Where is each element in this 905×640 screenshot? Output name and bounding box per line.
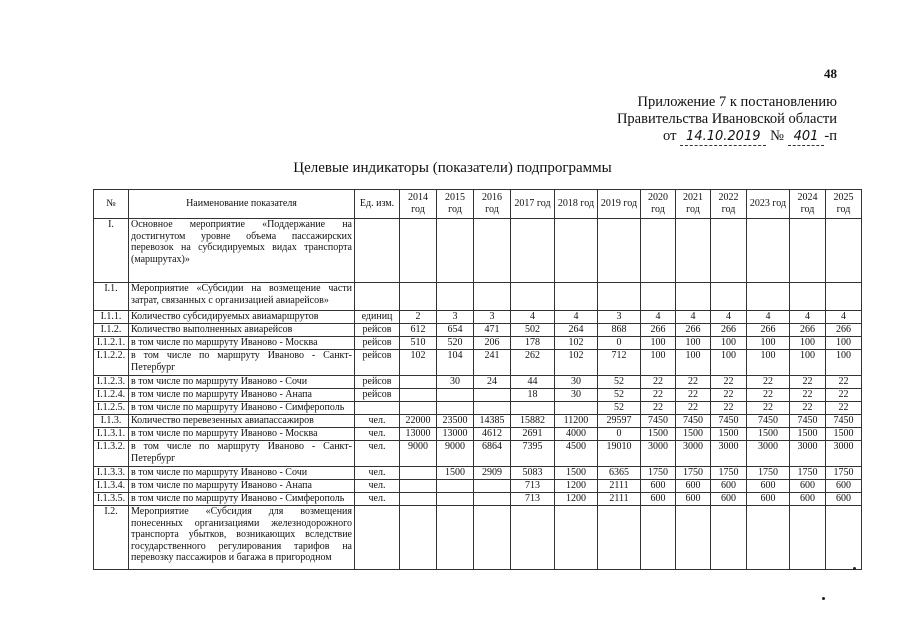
row-number: I.1.3.1. <box>94 428 129 441</box>
table-row <box>94 324 862 337</box>
year-value <box>826 219 862 283</box>
year-value: 654 <box>437 324 474 337</box>
year-value <box>400 402 437 415</box>
year-value <box>747 506 790 570</box>
year-value <box>400 376 437 389</box>
table-row <box>94 376 862 389</box>
year-value: 52 <box>598 389 641 402</box>
year-value: 206 <box>474 337 511 350</box>
year-value: 600 <box>747 493 790 506</box>
year-value: 7450 <box>641 415 676 428</box>
year-value <box>437 480 474 493</box>
handwritten-number: 401 <box>788 128 825 146</box>
year-value: 22 <box>711 376 747 389</box>
year-value: 29597 <box>598 415 641 428</box>
indicator-name: в том числе по маршруту Иваново - Сочи <box>129 376 355 389</box>
year-value: 4 <box>641 311 676 324</box>
year-value: 22 <box>826 402 862 415</box>
year-value: 44 <box>511 376 555 389</box>
year-value: 22 <box>676 389 711 402</box>
unit: рейсов <box>355 324 400 337</box>
header-year: 2016 год <box>474 190 511 219</box>
year-value: 600 <box>641 480 676 493</box>
page-number: 48 <box>824 66 837 81</box>
unit: чел. <box>355 441 400 467</box>
year-value: 9000 <box>400 441 437 467</box>
year-value: 7450 <box>711 415 747 428</box>
indicator-name: в том числе по маршруту Иваново - Симферополь <box>129 493 355 506</box>
year-value: 600 <box>826 480 862 493</box>
year-value: 2 <box>400 311 437 324</box>
row-number: I.2. <box>94 506 129 570</box>
appendix-line-1: Приложение 7 к постановлению <box>637 94 837 110</box>
year-value <box>400 506 437 570</box>
year-value: 102 <box>555 350 598 376</box>
indicator-name: Количество выполненных авиарейсов <box>129 324 355 337</box>
year-value: 100 <box>790 337 826 350</box>
year-value: 2111 <box>598 493 641 506</box>
year-value: 266 <box>676 324 711 337</box>
year-value: 1500 <box>826 428 862 441</box>
year-value: 14385 <box>474 415 511 428</box>
row-number: I.1.3. <box>94 415 129 428</box>
year-value: 3000 <box>747 441 790 467</box>
year-value: 502 <box>511 324 555 337</box>
row-number: I.1.3.2. <box>94 441 129 467</box>
row-number: I.1.2.4. <box>94 389 129 402</box>
year-value: 2111 <box>598 480 641 493</box>
year-value <box>826 283 862 311</box>
year-value: 104 <box>437 350 474 376</box>
indicators-table <box>93 189 862 570</box>
handwritten-date: 14.10.2019 <box>680 128 766 146</box>
year-value <box>641 283 676 311</box>
year-value: 1500 <box>711 428 747 441</box>
year-value: 22 <box>711 402 747 415</box>
appendix-line-2: Правительства Ивановской области <box>616 111 837 127</box>
year-value: 266 <box>747 324 790 337</box>
year-value <box>474 219 511 283</box>
table-row <box>94 350 862 376</box>
indicator-name: в том числе по маршруту Иваново - Анапа <box>129 480 355 493</box>
year-value: 22 <box>747 389 790 402</box>
year-value <box>474 506 511 570</box>
unit: чел. <box>355 480 400 493</box>
year-value <box>400 219 437 283</box>
year-value <box>474 493 511 506</box>
year-value: 30 <box>555 389 598 402</box>
row-number: I.1.2.5. <box>94 402 129 415</box>
year-value <box>437 283 474 311</box>
year-value: 241 <box>474 350 511 376</box>
year-value <box>711 506 747 570</box>
year-value: 7450 <box>676 415 711 428</box>
year-value: 4 <box>747 311 790 324</box>
year-value: 1500 <box>676 428 711 441</box>
year-value: 1500 <box>555 467 598 480</box>
year-value: 100 <box>676 350 711 376</box>
header-row <box>94 190 862 219</box>
year-value <box>555 402 598 415</box>
year-value: 600 <box>747 480 790 493</box>
year-value: 1750 <box>790 467 826 480</box>
year-value: 0 <box>598 337 641 350</box>
header-year: 2023 год <box>747 190 790 219</box>
year-value: 520 <box>437 337 474 350</box>
year-value: 600 <box>826 493 862 506</box>
document-title: Целевые индикаторы (показатели) подпрограммы <box>293 160 612 176</box>
year-value <box>747 283 790 311</box>
appendix-header <box>617 94 837 146</box>
year-value <box>437 506 474 570</box>
year-value: 3000 <box>711 441 747 467</box>
year-value: 5083 <box>511 467 555 480</box>
year-value: 6864 <box>474 441 511 467</box>
year-value: 4 <box>555 311 598 324</box>
row-number: I.1.2.1. <box>94 337 129 350</box>
year-value: 3000 <box>826 441 862 467</box>
year-value: 30 <box>437 376 474 389</box>
header-year: 2019 год <box>598 190 641 219</box>
date-prefix: от <box>663 128 677 144</box>
year-value: 22 <box>790 389 826 402</box>
year-value: 1200 <box>555 493 598 506</box>
year-value <box>555 506 598 570</box>
year-value <box>711 219 747 283</box>
year-value <box>511 283 555 311</box>
year-value: 11200 <box>555 415 598 428</box>
unit: рейсов <box>355 389 400 402</box>
year-value: 3000 <box>641 441 676 467</box>
year-value: 7450 <box>790 415 826 428</box>
table-row <box>94 311 862 324</box>
unit: рейсов <box>355 376 400 389</box>
year-value: 713 <box>511 493 555 506</box>
year-value: 4000 <box>555 428 598 441</box>
year-value: 22 <box>676 402 711 415</box>
number-sign: № <box>770 128 784 144</box>
table-row <box>94 389 862 402</box>
year-value: 1500 <box>747 428 790 441</box>
row-number: I.1.3.5. <box>94 493 129 506</box>
unit <box>355 402 400 415</box>
year-value: 600 <box>711 480 747 493</box>
year-value <box>711 283 747 311</box>
year-value: 2691 <box>511 428 555 441</box>
year-value: 1750 <box>676 467 711 480</box>
table-row <box>94 283 862 311</box>
year-value: 266 <box>711 324 747 337</box>
year-value: 1500 <box>641 428 676 441</box>
year-value: 1500 <box>437 467 474 480</box>
year-value: 264 <box>555 324 598 337</box>
year-value: 22 <box>676 376 711 389</box>
indicator-name: Основное мероприятие «Поддержание на достигнутом уровне объема пассажирских перевозок на субсидируемых видах транспорта (маршрутах)» <box>129 219 355 283</box>
header-year: 2020 год <box>641 190 676 219</box>
year-value: 3000 <box>790 441 826 467</box>
year-value: 13000 <box>437 428 474 441</box>
year-value: 52 <box>598 376 641 389</box>
year-value: 3 <box>598 311 641 324</box>
year-value: 266 <box>826 324 862 337</box>
year-value <box>790 283 826 311</box>
year-value: 22 <box>711 389 747 402</box>
indicator-name: в том числе по маршруту Иваново - Москва <box>129 337 355 350</box>
year-value: 22 <box>790 376 826 389</box>
year-value: 22000 <box>400 415 437 428</box>
year-value <box>598 506 641 570</box>
year-value <box>511 506 555 570</box>
year-value: 52 <box>598 402 641 415</box>
header-year: 2022 год <box>711 190 747 219</box>
table-row <box>94 402 862 415</box>
year-value: 3 <box>474 311 511 324</box>
year-value: 13000 <box>400 428 437 441</box>
year-value: 100 <box>790 350 826 376</box>
year-value <box>474 402 511 415</box>
year-value <box>474 480 511 493</box>
year-value: 600 <box>790 493 826 506</box>
year-value: 266 <box>790 324 826 337</box>
indicator-name: в том числе по маршруту Иваново - Сочи <box>129 467 355 480</box>
year-value: 22 <box>826 376 862 389</box>
row-number: I.1.1. <box>94 311 129 324</box>
year-value <box>555 283 598 311</box>
year-value <box>400 467 437 480</box>
row-number: I.1.2.3. <box>94 376 129 389</box>
year-value: 23500 <box>437 415 474 428</box>
indicator-name: в том числе по маршруту Иваново - Симферополь <box>129 402 355 415</box>
year-value <box>400 283 437 311</box>
unit: рейсов <box>355 337 400 350</box>
table-row <box>94 415 862 428</box>
row-number: I.1. <box>94 283 129 311</box>
year-value <box>511 219 555 283</box>
indicator-name: в том числе по маршруту Иваново - Санкт-Петербург <box>129 350 355 376</box>
year-value <box>400 493 437 506</box>
year-value <box>826 506 862 570</box>
year-value: 22 <box>641 389 676 402</box>
year-value: 600 <box>676 480 711 493</box>
year-value: 178 <box>511 337 555 350</box>
unit <box>355 506 400 570</box>
header-year: 2018 год <box>555 190 598 219</box>
year-value: 6365 <box>598 467 641 480</box>
year-value: 9000 <box>437 441 474 467</box>
year-value: 4 <box>511 311 555 324</box>
year-value: 15882 <box>511 415 555 428</box>
header-year: 2021 год <box>676 190 711 219</box>
year-value: 4500 <box>555 441 598 467</box>
indicator-name: в том числе по маршруту Иваново - Санкт-Петербург <box>129 441 355 467</box>
year-value: 1200 <box>555 480 598 493</box>
year-value: 102 <box>555 337 598 350</box>
unit: единиц <box>355 311 400 324</box>
indicator-name: Мероприятие «Субсидии на возмещение части затрат, связанных с организацией авиарейсов» <box>129 283 355 311</box>
year-value <box>511 402 555 415</box>
year-value: 1500 <box>790 428 826 441</box>
header-year: 2015 год <box>437 190 474 219</box>
year-value: 1750 <box>826 467 862 480</box>
year-value: 471 <box>474 324 511 337</box>
table-row <box>94 480 862 493</box>
year-value: 4 <box>826 311 862 324</box>
year-value: 1750 <box>711 467 747 480</box>
unit <box>355 219 400 283</box>
year-value: 712 <box>598 350 641 376</box>
row-number: I.1.3.4. <box>94 480 129 493</box>
table-row <box>94 467 862 480</box>
year-value: 102 <box>400 350 437 376</box>
year-value <box>598 219 641 283</box>
header-year: 2014 год <box>400 190 437 219</box>
year-value: 0 <box>598 428 641 441</box>
year-value: 100 <box>641 350 676 376</box>
year-value: 7450 <box>747 415 790 428</box>
header-no: № <box>94 190 129 219</box>
year-value: 2909 <box>474 467 511 480</box>
year-value: 7450 <box>826 415 862 428</box>
year-value: 18 <box>511 389 555 402</box>
year-value <box>400 480 437 493</box>
table-row <box>94 493 862 506</box>
table-row <box>94 428 862 441</box>
year-value: 100 <box>826 337 862 350</box>
year-value: 100 <box>747 337 790 350</box>
year-value: 22 <box>826 389 862 402</box>
table-row <box>94 506 862 570</box>
year-value: 868 <box>598 324 641 337</box>
header-name: Наименование показателя <box>129 190 355 219</box>
year-value: 100 <box>826 350 862 376</box>
year-value: 24 <box>474 376 511 389</box>
year-value: 510 <box>400 337 437 350</box>
year-value: 3 <box>437 311 474 324</box>
scan-speck <box>853 567 856 570</box>
year-value: 4 <box>711 311 747 324</box>
appendix-line-3 <box>617 128 837 146</box>
year-value: 100 <box>641 337 676 350</box>
year-value <box>641 219 676 283</box>
table-row <box>94 219 862 283</box>
row-number: I. <box>94 219 129 283</box>
year-value: 7395 <box>511 441 555 467</box>
year-value <box>598 283 641 311</box>
year-value: 22 <box>747 376 790 389</box>
indicator-name: в том числе по маршруту Иваново - Анапа <box>129 389 355 402</box>
year-value <box>437 493 474 506</box>
year-value: 30 <box>555 376 598 389</box>
row-number: I.1.2. <box>94 324 129 337</box>
unit: чел. <box>355 428 400 441</box>
indicator-name: Количество перевезенных авиапассажиров <box>129 415 355 428</box>
unit <box>355 283 400 311</box>
year-value: 22 <box>641 402 676 415</box>
year-value <box>676 506 711 570</box>
year-value <box>555 219 598 283</box>
unit: рейсов <box>355 350 400 376</box>
header-year: 2017 год <box>511 190 555 219</box>
year-value: 262 <box>511 350 555 376</box>
year-value: 600 <box>711 493 747 506</box>
year-value <box>641 506 676 570</box>
indicator-name: Мероприятие «Субсидия для возмещения понесенных организациями железнодорожного транспорта убытков, возникающих вследствие государственного регулирования тарифов на перевозку пассажиров и багажа в пригородном <box>129 506 355 570</box>
year-value <box>676 283 711 311</box>
header-year: 2025 год <box>826 190 862 219</box>
year-value <box>676 219 711 283</box>
year-value: 100 <box>711 350 747 376</box>
scan-speck <box>822 597 825 600</box>
year-value <box>437 219 474 283</box>
indicator-name: в том числе по маршруту Иваново - Москва <box>129 428 355 441</box>
year-value <box>437 402 474 415</box>
year-value <box>400 389 437 402</box>
year-value: 600 <box>641 493 676 506</box>
year-value: 22 <box>641 376 676 389</box>
header-year: 2024 год <box>790 190 826 219</box>
year-value: 22 <box>790 402 826 415</box>
year-value: 100 <box>676 337 711 350</box>
unit: чел. <box>355 493 400 506</box>
year-value: 266 <box>641 324 676 337</box>
table-row <box>94 337 862 350</box>
year-value: 4612 <box>474 428 511 441</box>
year-value: 600 <box>676 493 711 506</box>
year-value: 22 <box>747 402 790 415</box>
year-value <box>790 506 826 570</box>
year-value: 100 <box>747 350 790 376</box>
year-value: 4 <box>676 311 711 324</box>
year-value: 1750 <box>747 467 790 480</box>
number-suffix: -п <box>824 128 837 144</box>
year-value <box>437 389 474 402</box>
table-row <box>94 441 862 467</box>
row-number: I.1.3.3. <box>94 467 129 480</box>
year-value <box>790 219 826 283</box>
year-value: 4 <box>790 311 826 324</box>
header-unit: Ед. изм. <box>355 190 400 219</box>
year-value: 713 <box>511 480 555 493</box>
year-value: 3000 <box>676 441 711 467</box>
year-value <box>474 283 511 311</box>
unit: чел. <box>355 415 400 428</box>
year-value <box>747 219 790 283</box>
year-value: 612 <box>400 324 437 337</box>
row-number: I.1.2.2. <box>94 350 129 376</box>
unit: чел. <box>355 467 400 480</box>
year-value: 100 <box>711 337 747 350</box>
year-value: 1750 <box>641 467 676 480</box>
year-value <box>474 389 511 402</box>
year-value: 19010 <box>598 441 641 467</box>
year-value: 600 <box>790 480 826 493</box>
indicator-name: Количество субсидируемых авиамаршрутов <box>129 311 355 324</box>
